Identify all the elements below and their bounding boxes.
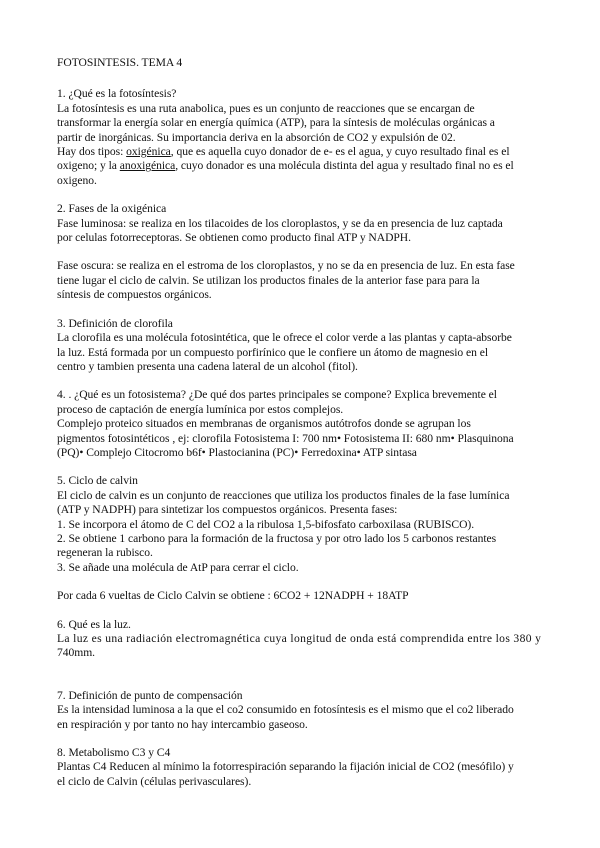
underlined-term-oxigenica: oxigénica [126, 145, 171, 159]
section-heading: 7. Definición de punto de compensación [57, 688, 243, 702]
paragraph-line: tiene lugar el ciclo de calvin. Se utilizan los productos finales de la anterior fase para para la [57, 273, 480, 287]
paragraph-line: la luz. Está formada por un compuesto porfirínico que le confiere un átomo de magnesio en el [57, 345, 488, 359]
section-fases [57, 202, 547, 302]
line-text: oxigeno; y la [57, 159, 120, 173]
section-fotosistema [57, 388, 547, 460]
paragraph-line [57, 159, 547, 173]
paragraph-line: por celulas fotorreceptoras. Se obtienen como producto final ATP y NADPH. [57, 231, 411, 245]
line-text: Hay dos tipos: [57, 145, 127, 159]
section-heading: 3. Definición de clorofila [57, 316, 173, 330]
underlined-term-anoxigenica: anoxigénica [119, 159, 176, 173]
list-item: 1. Se incorpora el átomo de C del CO2 a la ribulosa 1,5-bifosfato carboxilasa (RUBISCO). [57, 517, 475, 531]
list-item: 3. Se añade una molécula de AtP para cerrar el ciclo. [57, 560, 299, 574]
paragraph-line: proceso de captación de energía lumínica por estos complejos. [57, 402, 344, 416]
paragraph-line: 740mm. [57, 646, 96, 660]
paragraph-line: el ciclo de Calvin (células perivasculares). [57, 774, 252, 788]
line-text: , que es aquella cuyo donador de e- es el agua, y cuyo resultado final es el [170, 145, 510, 159]
paragraph-line: Plantas C4 Reducen al mínimo la fotorrespiración separando la fijación inicial de CO2 (mesófilo) y [57, 760, 514, 774]
paragraph-line: Es la intensidad luminosa a la que el co2 consumido en fotosíntesis es el mismo que el co2 liberado [57, 703, 514, 717]
paragraph-line: La luz es una radiación electromagnética cuya longitud de onda está comprendida entre los 380 y [57, 632, 542, 645]
paragraph-line: Por cada 6 vueltas de Ciclo Calvin se obtiene : 6CO2 + 12NADPH + 18ATP [57, 589, 409, 603]
paragraph-line: partir de inorgánicas. Su importancia deriva en la absorción de CO2 y expulsión de 02. [57, 130, 456, 144]
section-fotosintesis [57, 87, 547, 188]
paragraph-line: Fase luminosa: se realiza en los tilacoides de los cloroplastos, y se da en presencia de luz captada [57, 216, 503, 230]
paragraph-line: Fase oscura: se realiza en el estroma de los cloroplastos, y no se da en presencia de luz. En esta fase [57, 259, 515, 273]
document-title: FOTOSINTESIS. TEMA 4 [57, 56, 183, 69]
paragraph-line: en respiración y por tanto no hay intercambio gaseoso. [57, 717, 308, 731]
list-item: 2. Se obtiene 1 carbono para la formación de la fructosa y por otro lado los 5 carbonos restantes [57, 531, 497, 545]
paragraph-line: El ciclo de calvin es un conjunto de reacciones que utiliza los productos finales de la fase lumínica [57, 488, 510, 502]
paragraph-line: Complejo proteico situados en membranas de organismos autótrofos donde se agrupan los [57, 417, 471, 431]
section-heading: 4. . ¿Qué es un fotosistema? ¿De qué dos partes principales se compone? Explica brevemente el [57, 388, 497, 402]
section-heading: 1. ¿Qué es la fotosíntesis? [57, 87, 177, 101]
section-heading: 6. Qué es la luz. [57, 617, 131, 631]
document-page [57, 56, 547, 803]
paragraph-line: La clorofila es una molécula fotosintética, que le ofrece el color verde a las plantas y capta-absorbe [57, 331, 512, 345]
paragraph-line: oxigeno. [57, 173, 97, 187]
section-ciclo-calvin [57, 474, 547, 603]
section-heading: 5. Ciclo de calvin [57, 474, 138, 488]
paragraph-line: centro y tambien presenta una cadena lateral de un alcohol (fitol). [57, 359, 358, 373]
line-text: , cuyo donador es una molécula distinta del agua y resultado final no es el [175, 159, 514, 173]
list-item: regeneran la rubisco. [57, 546, 153, 560]
section-heading: 2. Fases de la oxigénica [57, 202, 167, 216]
section-clorofila [57, 317, 547, 375]
paragraph-line [57, 145, 547, 159]
section-punto-compensacion [57, 689, 547, 732]
paragraph-line: pigmentos fotosintéticos , ej: clorofila Fotosistema I: 700 nm• Fotosistema II: 680 nm• Plasquinona [57, 431, 514, 445]
section-luz [57, 618, 547, 661]
paragraph-line: (ATP y NADPH) para sintetizar los compuestos orgánicos. Presenta fases: [57, 503, 398, 517]
paragraph-line: La fotosíntesis es una ruta anabolica, pues es un conjunto de reacciones que se encargan de [57, 101, 475, 115]
section-heading: 8. Metabolismo C3 y C4 [57, 746, 171, 760]
paragraph-line: transformar la energía solar en energía química (ATP), para la síntesis de moléculas orgánicas a [57, 116, 495, 130]
section-metabolismo [57, 746, 547, 789]
paragraph-line: (PQ)• Complejo Citocromo b6f• Plastocianina (PC)• Ferredoxina• ATP sintasa [57, 445, 417, 459]
paragraph-line: síntesis de compuestos orgánicos. [57, 288, 212, 302]
